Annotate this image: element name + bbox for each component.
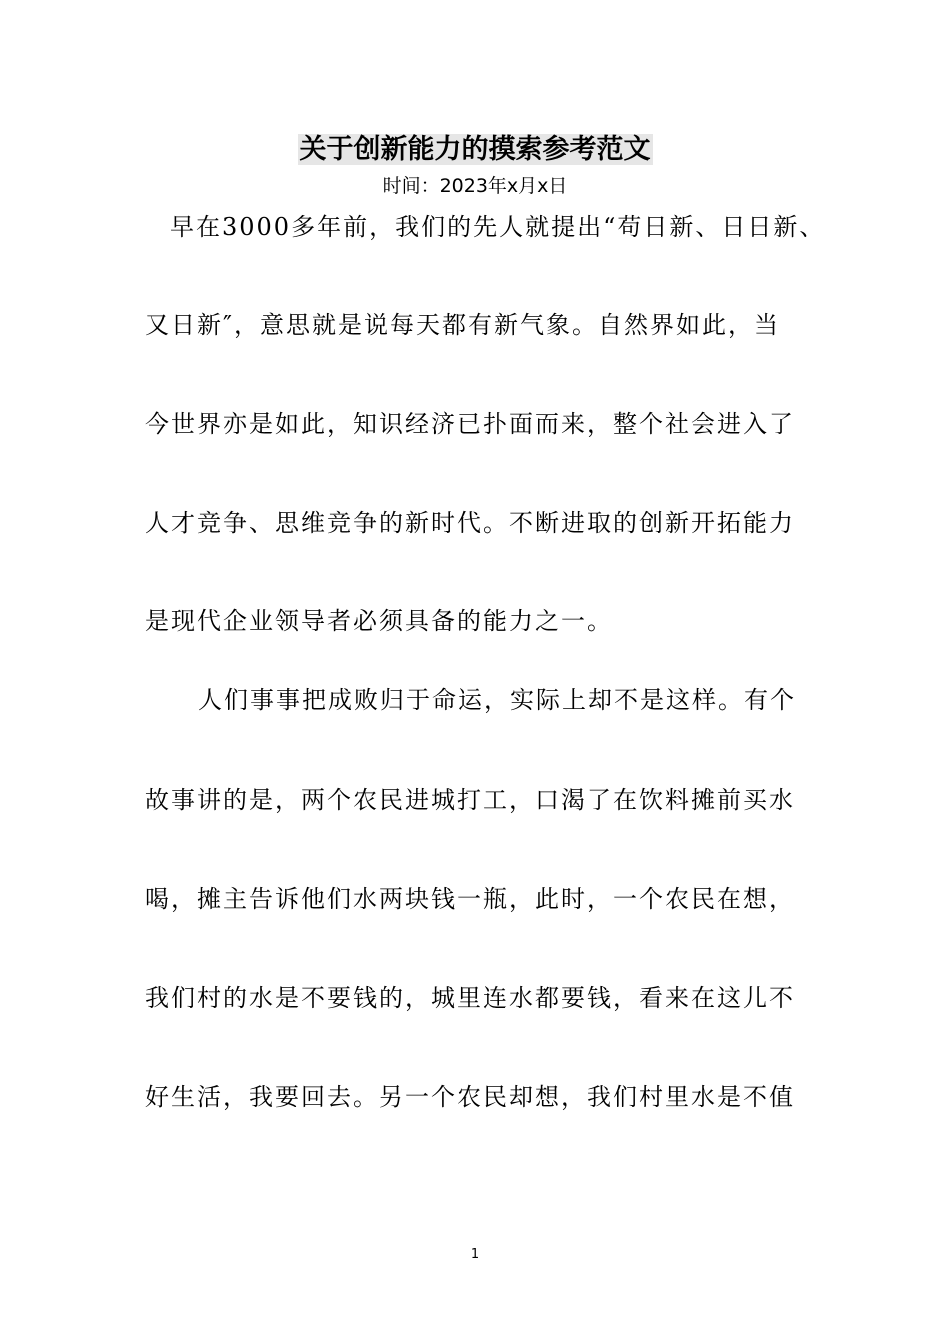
- paragraph-line: 是现代企业领导者必须具备的能力之一。: [145, 607, 613, 635]
- paragraph-line: 好生活，我要回去。另一个农民却想，我们村里水是不值: [145, 1083, 795, 1111]
- paragraph-line: 人才竞争、思维竞争的新时代。不断进取的创新开拓能力: [145, 509, 795, 537]
- document-title: [0, 130, 950, 170]
- page-number: 1: [470, 1247, 480, 1262]
- paragraph-line: 喝，摊主告诉他们水两块钱一瓶，此时，一个农民在想，: [145, 885, 795, 913]
- document-title-text: 关于创新能力的摸索参考范文: [299, 134, 651, 165]
- document-date: 时间：2023年x月x日: [382, 175, 568, 197]
- paragraph-line: 故事讲的是，两个农民进城打工，口渴了在饮料摊前买水: [145, 786, 795, 814]
- paragraph-line: 又日新″，意思就是说每天都有新气象。自然界如此，当: [145, 311, 780, 339]
- paragraph-line: 我们村的水是不要钱的，城里连水都要钱，看来在这儿不: [145, 984, 795, 1012]
- paragraph-line: 人们事事把成败归于命运，实际上却不是这样。有个: [198, 686, 796, 714]
- paragraph-line: 今世界亦是如此，知识经济已扑面而来，整个社会进入了: [145, 410, 795, 438]
- paragraph-line: 早在3000多年前，我们的先人就提出“苟日新、日日新、: [170, 213, 826, 241]
